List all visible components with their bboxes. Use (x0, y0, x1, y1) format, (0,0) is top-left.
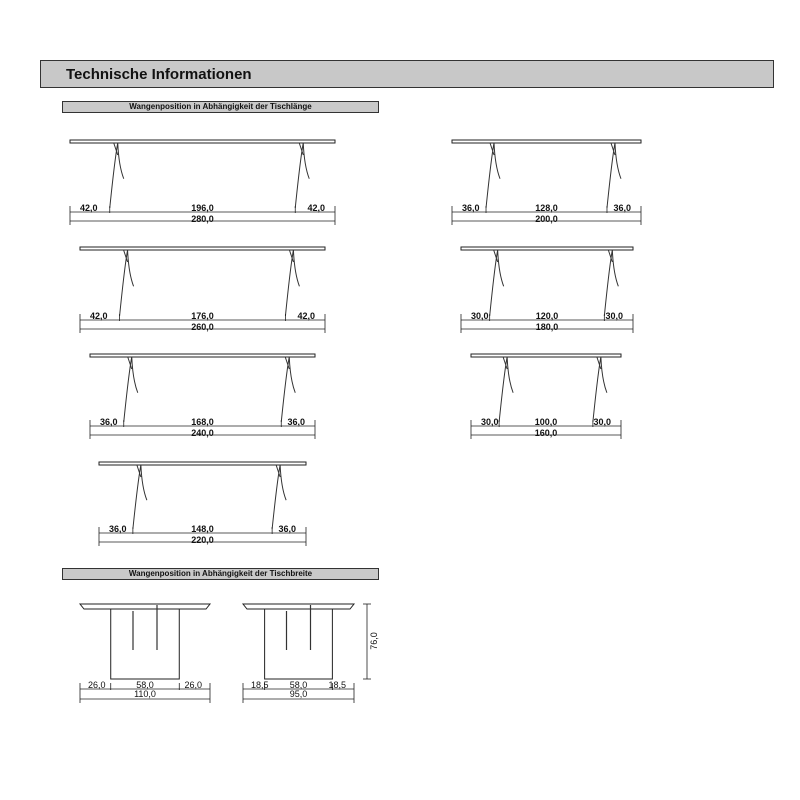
dim-middle: 176,0 (191, 311, 214, 321)
dim-total: 180,0 (535, 322, 559, 332)
length-diagrams (70, 140, 641, 546)
dim-total: 200,0 (535, 214, 558, 224)
dim-left: 42,0 (80, 203, 98, 213)
dim-total: 160,0 (534, 428, 558, 438)
dim-left: 36,0 (109, 524, 127, 534)
table-leg (110, 143, 124, 208)
dim-left: 26,0 (88, 680, 106, 690)
dim-right: 26,0 (184, 680, 202, 690)
dim-right: 36,0 (613, 203, 631, 213)
table-top (80, 604, 210, 609)
page-title: Technische Informationen (66, 66, 252, 83)
dim-middle: 58,0 (289, 680, 308, 690)
dim-middle: 120,0 (535, 311, 559, 321)
table-leg (281, 357, 295, 422)
table-top (90, 354, 315, 357)
table-side-view (70, 140, 335, 225)
dim-right: 18,5 (328, 680, 346, 690)
dim-total: 220,0 (191, 535, 214, 545)
dim-left: 18,5 (251, 680, 269, 690)
dim-middle: 100,0 (534, 417, 558, 427)
table-top (243, 604, 354, 609)
table-side-view (99, 462, 306, 546)
table-base (265, 609, 333, 679)
table-leg (120, 250, 134, 316)
table-base (111, 609, 180, 679)
table-leg (607, 143, 621, 208)
table-top (80, 247, 325, 250)
table-leg (486, 143, 500, 208)
table-leg (285, 250, 299, 316)
table-top (471, 354, 621, 357)
dim-right: 42,0 (297, 311, 315, 321)
table-side-view (452, 140, 641, 225)
dim-left: 36,0 (462, 203, 480, 213)
table-side-view (90, 354, 315, 439)
dim-total: 280,0 (191, 214, 214, 224)
dim-middle: 58,0 (136, 680, 154, 690)
dim-left: 30,0 (471, 311, 489, 321)
table-front-view (243, 604, 379, 703)
section-width-heading: Wangenposition in Abhängigkeit der Tischbreite (62, 568, 379, 580)
dim-middle: 128,0 (535, 203, 558, 213)
dim-left: 30,0 (481, 417, 499, 427)
dim-total: 260,0 (191, 322, 214, 332)
dim-right: 36,0 (278, 524, 296, 534)
dim-right: 36,0 (287, 417, 305, 427)
width-diagrams (80, 604, 379, 703)
table-side-view (80, 247, 325, 333)
table-leg (124, 357, 138, 422)
dim-total: 110,0 (134, 689, 156, 699)
table-side-view (471, 354, 621, 439)
table-front-view (80, 604, 210, 703)
table-top (99, 462, 306, 465)
dim-left: 42,0 (90, 311, 108, 321)
dim-middle: 148,0 (191, 524, 214, 534)
table-top (452, 140, 641, 143)
dim-middle: 168,0 (191, 417, 214, 427)
dim-right: 30,0 (593, 417, 611, 427)
table-leg (272, 465, 286, 529)
dim-right: 30,0 (605, 311, 623, 321)
dim-middle: 196,0 (191, 203, 214, 213)
table-side-view (461, 247, 633, 333)
table-leg (593, 357, 607, 422)
table-leg (499, 357, 513, 422)
dim-total: 95,0 (289, 689, 308, 699)
dim-total: 240,0 (191, 428, 214, 438)
section-length-heading: Wangenposition in Abhängigkeit der Tischlänge (62, 101, 379, 113)
table-leg (490, 250, 504, 316)
dim-left: 36,0 (100, 417, 118, 427)
table-leg (295, 143, 309, 208)
table-top (461, 247, 633, 250)
table-leg (133, 465, 147, 529)
dim-right: 42,0 (307, 203, 325, 213)
table-leg (604, 250, 618, 316)
table-top (70, 140, 335, 143)
dim-height: 76,0 (369, 632, 379, 650)
